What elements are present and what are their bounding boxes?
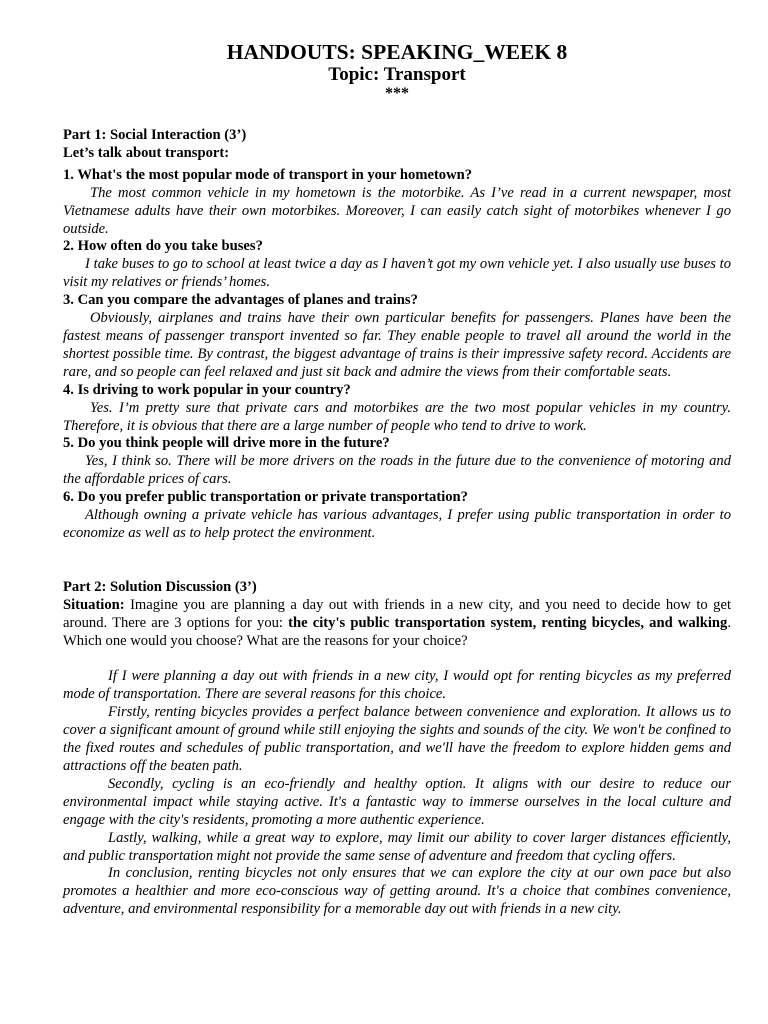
answer-2: I take buses to go to school at least twice a day as I haven’t got my own vehicle yet. I also usually use buses to visit my relatives or friends’ homes.: [63, 256, 731, 291]
question-4: 4. Is driving to work popular in your country?: [63, 381, 351, 398]
answer-paragraph-intro: If I were planning a day out with friends in a new city, I would opt for renting bicycles as my preferred mode of transportation. There are several reasons for this choice.: [63, 668, 731, 703]
answer-1: The most common vehicle in my hometown is the motorbike. As I’ve read in a current newspaper, most Vietnamese adults have their own motorbikes. Moreover, I can easily catch sight of motorbikes whenever I go outside.: [63, 184, 731, 237]
situation-text: Imagine you are planning a day out with friends in a new city, and you need to decide how to get around. There are 3 options for you:: [63, 596, 731, 631]
answer-paragraph-lastly: Lastly, walking, while a great way to explore, may limit our ability to cover larger distances efficiently, and public transportation might not provide the same sense of adventure and freedom that cycling offers.: [63, 829, 731, 864]
situation-end: . Which one would you choose? What are the reasons for your choice?: [63, 614, 731, 649]
title-separator: ***: [385, 85, 409, 102]
situation-label: Situation:: [63, 596, 125, 613]
part1-heading: Part 1: Social Interaction (3’): [63, 127, 247, 143]
question-1: 1. What's the most popular mode of transport in your hometown?: [63, 166, 473, 183]
answer-5: Yes, I think so. There will be more drivers on the roads in the future due to the convenience of motoring and the affordable prices of cars.: [63, 453, 731, 488]
answer-paragraph-firstly: Firstly, renting bicycles provides a perfect balance between convenience and exploration. It allows us to cover a significant amount of ground while still enjoying the sights and sounds of the city. We won't be confined to the fixed routes and schedules of public transportation, and we'll have the freedom to explore hidden gems and attractions off the beaten path.: [63, 704, 731, 774]
answer-paragraph-secondly: Secondly, cycling is an eco-friendly and healthy option. It aligns with our desire to reduce our environmental impact while staying active. It's a fantastic way to immerse ourselves in the local culture and engage with the city's residents, promoting a more authentic experience.: [63, 775, 731, 828]
answer-paragraph-conclusion: In conclusion, renting bicycles not only ensures that we can explore the city at our own pace but also promotes a healthier and more eco-conscious way of getting around. It's a choice that combines convenience, adventure, and environmental responsibility for a memorable day out with friends in a new city.: [63, 865, 731, 918]
document-content: [63, 40, 731, 919]
question-3: 3. Can you compare the advantages of planes and trains?: [63, 292, 418, 309]
document-topic: Topic: Transport: [328, 64, 466, 85]
situation-paragraph: [63, 597, 731, 651]
part2-heading: Part 2: Solution Discussion (3’): [63, 578, 257, 595]
answer-6: Although owning a private vehicle has various advantages, I prefer using public transportation in order to economize as well as to help protect the environment.: [63, 507, 731, 541]
answer-4: Yes. I’m pretty sure that private cars and motorbikes are the two most popular vehicles in my country. Therefore, it is obvious that there are a large number of people who tend to drive to work.: [63, 399, 731, 434]
question-5: 5. Do you think people will drive more in the future?: [63, 435, 390, 452]
question-2: 2. How often do you take buses?: [63, 238, 263, 255]
situation-options: the city's public transportation system, renting bicycles, and walking: [288, 614, 728, 631]
answer-3: Obviously, airplanes and trains have their own particular benefits for passengers. Planes have been the fastest means of passenger transport invented so far. They enable people to travel all around the world in the shortest possible time. By contrast, the biggest advantage of trains is their impressive safety record. Accidents are rare, and so people can feel relaxed and just sit back and admire the views from their comfortable seats.: [63, 310, 731, 380]
part1-intro: Let’s talk about transport:: [63, 144, 230, 161]
document-title: HANDOUTS: SPEAKING_WEEK 8: [226, 40, 568, 64]
question-6: 6. Do you prefer public transportation or private transportation?: [63, 489, 468, 506]
